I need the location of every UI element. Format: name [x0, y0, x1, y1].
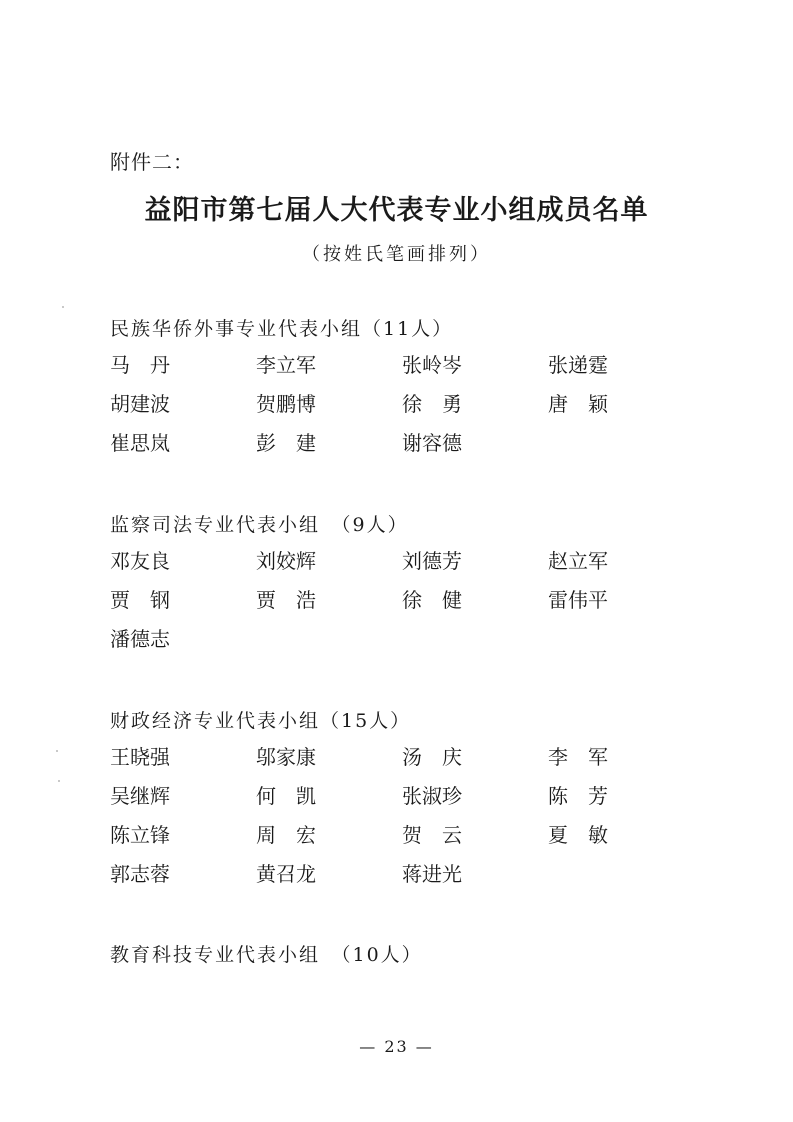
member-list — [110, 346, 670, 463]
member-name: 雷伟平 — [548, 588, 608, 612]
scan-speck — [62, 306, 64, 308]
member-name: 夏 敏 — [548, 823, 608, 847]
group-header: 民族华侨外事专业代表小组（11人） — [110, 318, 454, 340]
member-name: 张淑珍 — [402, 784, 462, 808]
member-name: 潘德志 — [110, 627, 170, 651]
member-name: 王晓强 — [110, 745, 170, 769]
page-number: — 23 — — [359, 1037, 434, 1056]
member-name: 李 军 — [548, 745, 608, 769]
member-name: 吴继辉 — [110, 784, 170, 808]
member-name: 李立军 — [256, 353, 316, 377]
member-name: 徐 健 — [402, 588, 462, 612]
member-name: 徐 勇 — [402, 392, 462, 416]
member-name: 邬家康 — [256, 745, 316, 769]
document-title: 益阳市第七届人大代表专业小组成员名单 — [144, 195, 649, 226]
member-list — [110, 738, 670, 894]
group-supervision-justice — [110, 508, 670, 659]
member-name: 崔思岚 — [110, 431, 170, 455]
member-name: 蒋进光 — [402, 862, 462, 886]
document-subtitle: （按姓氏笔画排列） — [302, 244, 491, 265]
member-name: 郭志蓉 — [110, 862, 170, 886]
member-name: 陈 芳 — [548, 784, 608, 808]
member-name: 唐 颖 — [548, 392, 608, 416]
group-ethnic-overseas-foreign-affairs — [110, 312, 670, 463]
group-education-science — [110, 938, 670, 972]
group-finance-economy — [110, 704, 670, 894]
member-name: 贾 浩 — [256, 588, 316, 612]
member-name: 刘姣辉 — [256, 549, 316, 573]
member-name: 贺 云 — [402, 823, 462, 847]
member-name: 汤 庆 — [402, 745, 462, 769]
member-name: 彭 建 — [256, 431, 316, 455]
member-name: 谢容德 — [402, 431, 462, 455]
member-name: 刘德芳 — [402, 549, 462, 573]
scan-speck — [56, 750, 58, 752]
member-name: 陈立锋 — [110, 823, 170, 847]
group-header: 教育科技专业代表小组 （10人） — [110, 944, 423, 966]
group-header: 监察司法专业代表小组 （9人） — [110, 514, 409, 536]
member-name: 周 宏 — [256, 823, 316, 847]
member-name: 邓友良 — [110, 549, 170, 573]
member-name: 马 丹 — [110, 353, 170, 377]
member-name: 赵立军 — [548, 549, 608, 573]
group-header: 财政经济专业代表小组（15人） — [110, 710, 412, 732]
member-name: 胡建波 — [110, 392, 170, 416]
member-name: 张递霆 — [548, 353, 608, 377]
member-list — [110, 542, 670, 659]
scan-speck — [58, 780, 60, 782]
member-name: 贺鹏博 — [256, 392, 316, 416]
attachment-label: 附件二： — [110, 150, 194, 174]
member-name: 黄召龙 — [256, 862, 316, 886]
member-name: 张岭岑 — [402, 353, 462, 377]
member-name: 贾 钢 — [110, 588, 170, 612]
member-name: 何 凯 — [256, 784, 316, 808]
